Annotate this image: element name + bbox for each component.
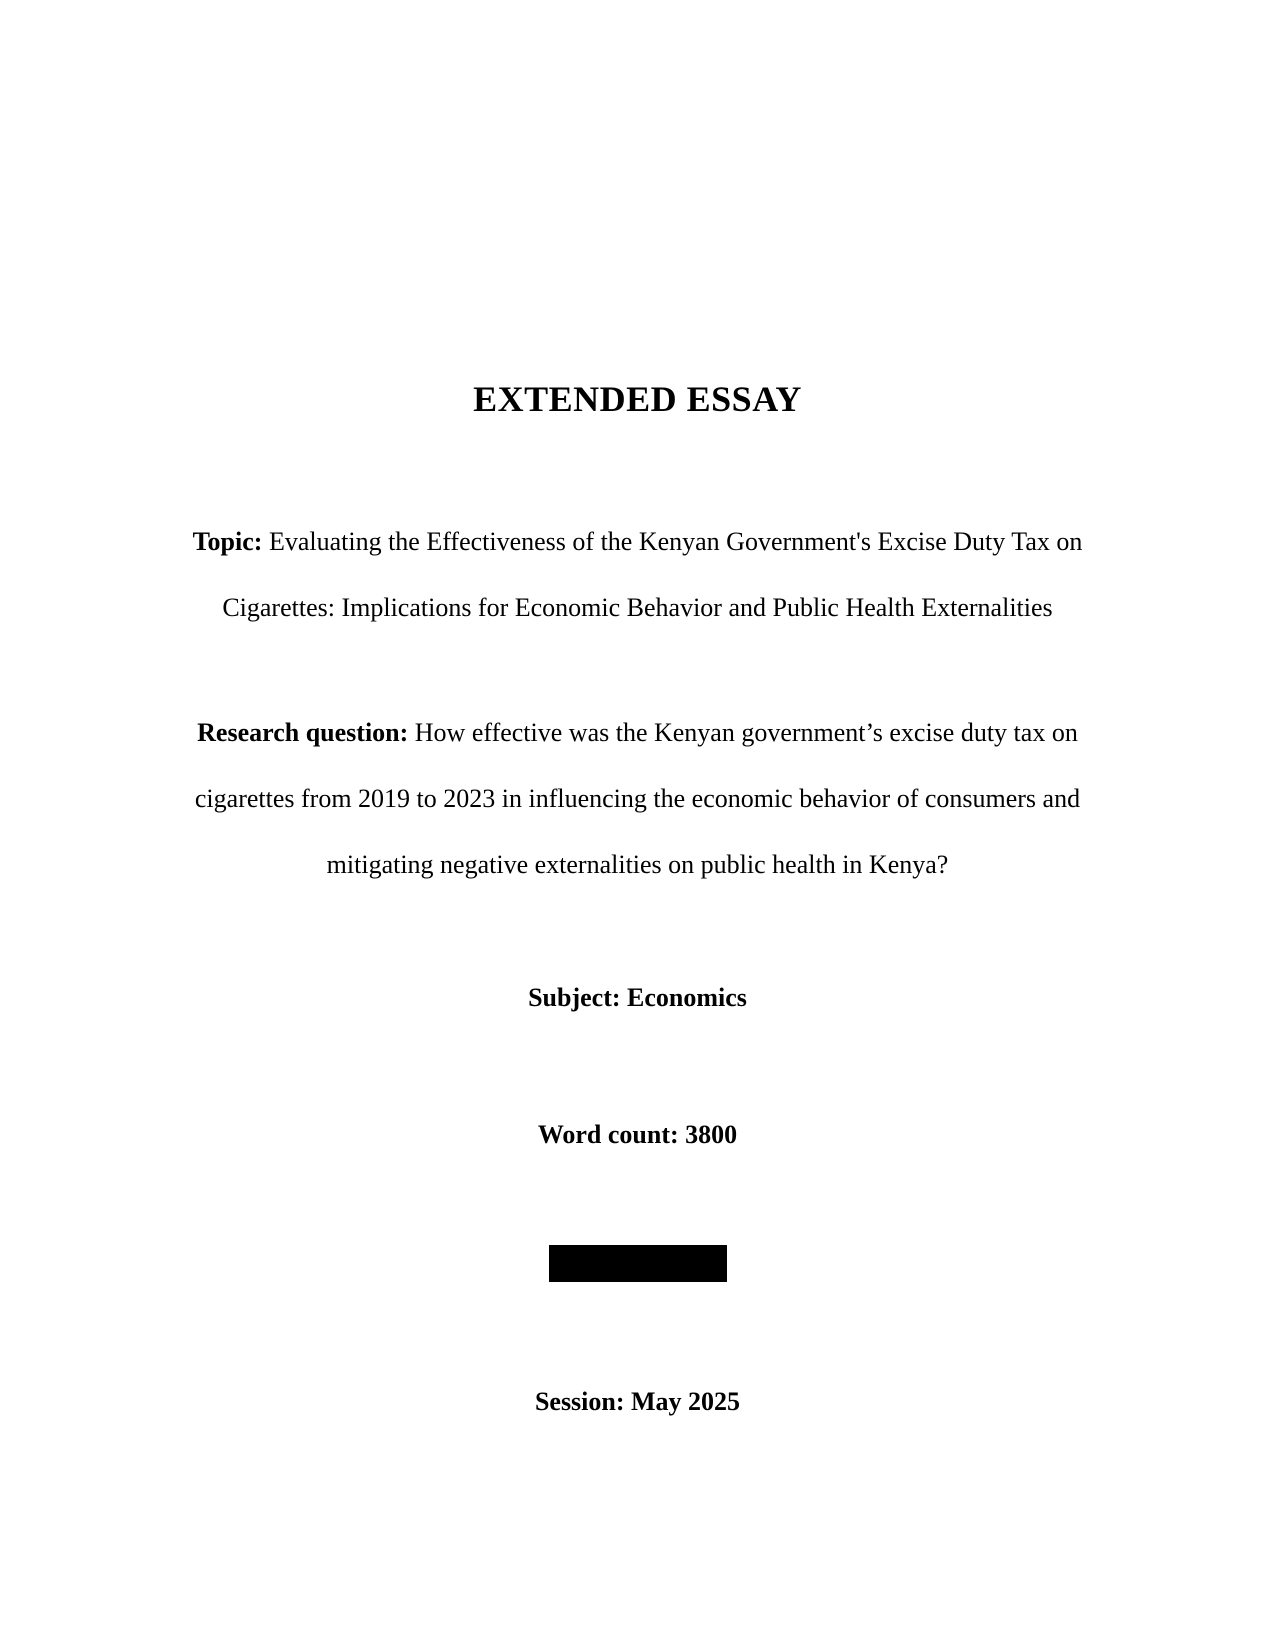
- topic-text: Evaluating the Effectiveness of the Kenyan Government's Excise Duty Tax on Cigarettes: Implications for Economic Behavior and Public Health Externalities: [222, 527, 1083, 622]
- research-question-label: Research question:: [197, 718, 409, 747]
- redacted-name-box: [549, 1245, 727, 1282]
- research-question-text: How effective was the Kenyan government’s excise duty tax on cigarettes from 2019 to 2023 in influencing the economic behavior of consumers and mitigating negative externalities on public health in Kenya?: [194, 718, 1081, 879]
- subject-line: Subject: Economics: [528, 983, 747, 1012]
- research-question-paragraph: [150, 700, 1125, 898]
- topic-paragraph: [150, 509, 1125, 641]
- word-count-line: Word count: 3800: [537, 1120, 738, 1149]
- topic-label: Topic:: [192, 527, 263, 556]
- page-title: EXTENDED ESSAY: [473, 379, 802, 419]
- session-line: Session: May 2025: [534, 1387, 741, 1416]
